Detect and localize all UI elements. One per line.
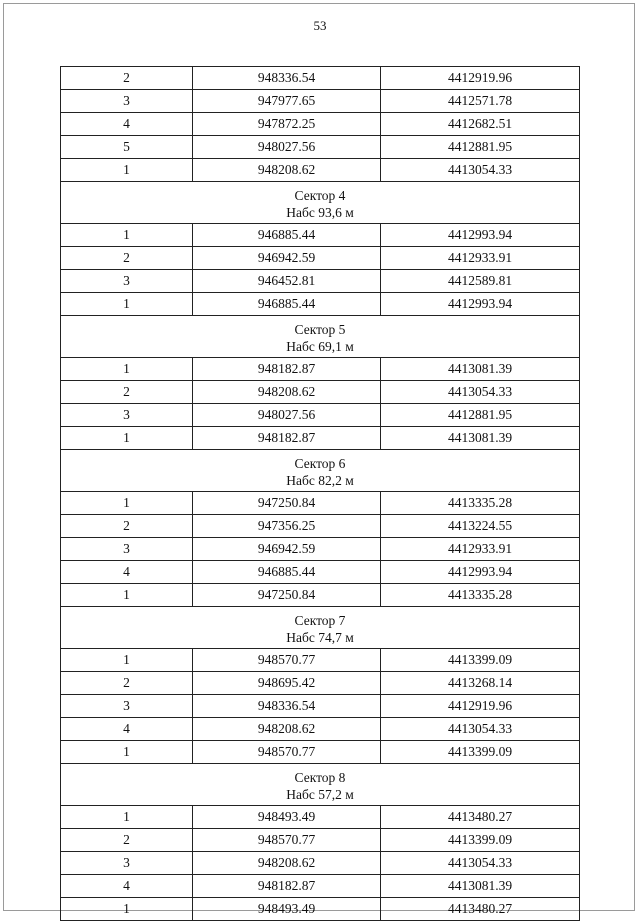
x-coordinate-cell: 947250.84 bbox=[193, 492, 381, 515]
point-number-cell: 4 bbox=[61, 113, 193, 136]
table-row bbox=[61, 381, 580, 404]
table-row bbox=[61, 293, 580, 316]
point-number-cell: 3 bbox=[61, 404, 193, 427]
point-number-cell: 1 bbox=[61, 427, 193, 450]
table-row bbox=[61, 136, 580, 159]
table-row bbox=[61, 829, 580, 852]
y-coordinate-cell: 4412589.81 bbox=[381, 270, 580, 293]
table-row bbox=[61, 852, 580, 875]
sector-header-cell bbox=[61, 764, 580, 806]
sector-header-cell bbox=[61, 450, 580, 492]
x-coordinate-cell: 948182.87 bbox=[193, 358, 381, 381]
point-number-cell: 1 bbox=[61, 492, 193, 515]
y-coordinate-cell: 4412993.94 bbox=[381, 561, 580, 584]
point-number-cell: 1 bbox=[61, 806, 193, 829]
sector-header-cell bbox=[61, 182, 580, 224]
point-number-cell: 3 bbox=[61, 538, 193, 561]
sector-height: Набс 82,2 м bbox=[286, 472, 354, 488]
point-number-cell: 5 bbox=[61, 136, 193, 159]
y-coordinate-cell: 4413480.27 bbox=[381, 898, 580, 921]
point-number-cell: 3 bbox=[61, 90, 193, 113]
table-row bbox=[61, 247, 580, 270]
x-coordinate-cell: 946942.59 bbox=[193, 538, 381, 561]
table-row bbox=[61, 90, 580, 113]
y-coordinate-cell: 4413399.09 bbox=[381, 829, 580, 852]
sector-header-row bbox=[61, 450, 580, 492]
y-coordinate-cell: 4412881.95 bbox=[381, 136, 580, 159]
coordinates-table bbox=[60, 66, 580, 921]
x-coordinate-cell: 948695.42 bbox=[193, 672, 381, 695]
point-number-cell: 1 bbox=[61, 224, 193, 247]
sector-header-row bbox=[61, 316, 580, 358]
page-number: 53 bbox=[313, 18, 327, 33]
x-coordinate-cell: 948570.77 bbox=[193, 741, 381, 764]
sector-title: Сектор 6 bbox=[294, 455, 346, 471]
point-number-cell: 2 bbox=[61, 515, 193, 538]
y-coordinate-cell: 4413081.39 bbox=[381, 427, 580, 450]
y-coordinate-cell: 4412881.95 bbox=[381, 404, 580, 427]
y-coordinate-cell: 4412993.94 bbox=[381, 224, 580, 247]
table-row bbox=[61, 649, 580, 672]
x-coordinate-cell: 948208.62 bbox=[193, 159, 381, 182]
coordinates-table-body bbox=[61, 67, 580, 921]
x-coordinate-cell: 947250.84 bbox=[193, 584, 381, 607]
y-coordinate-cell: 4412919.96 bbox=[381, 695, 580, 718]
x-coordinate-cell: 948027.56 bbox=[193, 404, 381, 427]
table-row bbox=[61, 270, 580, 293]
x-coordinate-cell: 948570.77 bbox=[193, 829, 381, 852]
point-number-cell: 3 bbox=[61, 695, 193, 718]
x-coordinate-cell: 948336.54 bbox=[193, 67, 381, 90]
point-number-cell: 4 bbox=[61, 718, 193, 741]
y-coordinate-cell: 4412571.78 bbox=[381, 90, 580, 113]
table-row bbox=[61, 741, 580, 764]
table-row bbox=[61, 113, 580, 136]
table-row bbox=[61, 718, 580, 741]
point-number-cell: 1 bbox=[61, 741, 193, 764]
table-row bbox=[61, 898, 580, 921]
table-row bbox=[61, 224, 580, 247]
y-coordinate-cell: 4413054.33 bbox=[381, 852, 580, 875]
y-coordinate-cell: 4413054.33 bbox=[381, 718, 580, 741]
y-coordinate-cell: 4413399.09 bbox=[381, 741, 580, 764]
y-coordinate-cell: 4412682.51 bbox=[381, 113, 580, 136]
x-coordinate-cell: 946885.44 bbox=[193, 224, 381, 247]
x-coordinate-cell: 947356.25 bbox=[193, 515, 381, 538]
y-coordinate-cell: 4412919.96 bbox=[381, 67, 580, 90]
x-coordinate-cell: 946942.59 bbox=[193, 247, 381, 270]
point-number-cell: 2 bbox=[61, 672, 193, 695]
point-number-cell: 2 bbox=[61, 247, 193, 270]
point-number-cell: 1 bbox=[61, 293, 193, 316]
table-row bbox=[61, 561, 580, 584]
table-row bbox=[61, 538, 580, 561]
table-row bbox=[61, 806, 580, 829]
y-coordinate-cell: 4413224.55 bbox=[381, 515, 580, 538]
sector-height: Набс 69,1 м bbox=[286, 338, 354, 354]
x-coordinate-cell: 948336.54 bbox=[193, 695, 381, 718]
point-number-cell: 2 bbox=[61, 67, 193, 90]
table-row bbox=[61, 515, 580, 538]
table-row bbox=[61, 404, 580, 427]
sector-height: Набс 74,7 м bbox=[286, 629, 354, 645]
y-coordinate-cell: 4413054.33 bbox=[381, 159, 580, 182]
point-number-cell: 4 bbox=[61, 875, 193, 898]
y-coordinate-cell: 4413480.27 bbox=[381, 806, 580, 829]
x-coordinate-cell: 948208.62 bbox=[193, 381, 381, 404]
y-coordinate-cell: 4412933.91 bbox=[381, 247, 580, 270]
x-coordinate-cell: 946452.81 bbox=[193, 270, 381, 293]
x-coordinate-cell: 948208.62 bbox=[193, 852, 381, 875]
y-coordinate-cell: 4413335.28 bbox=[381, 584, 580, 607]
y-coordinate-cell: 4413054.33 bbox=[381, 381, 580, 404]
point-number-cell: 1 bbox=[61, 649, 193, 672]
y-coordinate-cell: 4412993.94 bbox=[381, 293, 580, 316]
sector-header-row bbox=[61, 182, 580, 224]
y-coordinate-cell: 4413335.28 bbox=[381, 492, 580, 515]
table-row bbox=[61, 695, 580, 718]
sector-height: Набс 57,2 м bbox=[286, 786, 354, 802]
x-coordinate-cell: 948182.87 bbox=[193, 427, 381, 450]
sector-title: Сектор 8 bbox=[294, 769, 346, 785]
sector-title: Сектор 7 bbox=[294, 612, 346, 628]
sector-header-row bbox=[61, 607, 580, 649]
point-number-cell: 2 bbox=[61, 829, 193, 852]
point-number-cell: 1 bbox=[61, 159, 193, 182]
point-number-cell: 2 bbox=[61, 381, 193, 404]
table-row bbox=[61, 159, 580, 182]
sector-header-cell bbox=[61, 607, 580, 649]
sector-title: Сектор 5 bbox=[294, 321, 346, 337]
x-coordinate-cell: 947977.65 bbox=[193, 90, 381, 113]
x-coordinate-cell: 948493.49 bbox=[193, 806, 381, 829]
point-number-cell: 3 bbox=[61, 852, 193, 875]
x-coordinate-cell: 948208.62 bbox=[193, 718, 381, 741]
table-row bbox=[61, 492, 580, 515]
table-row bbox=[61, 427, 580, 450]
y-coordinate-cell: 4413081.39 bbox=[381, 358, 580, 381]
point-number-cell: 1 bbox=[61, 584, 193, 607]
sector-header-cell bbox=[61, 316, 580, 358]
y-coordinate-cell: 4413268.14 bbox=[381, 672, 580, 695]
table-row bbox=[61, 672, 580, 695]
table-row bbox=[61, 875, 580, 898]
point-number-cell: 3 bbox=[61, 270, 193, 293]
point-number-cell: 1 bbox=[61, 358, 193, 381]
table-row bbox=[61, 67, 580, 90]
point-number-cell: 4 bbox=[61, 561, 193, 584]
y-coordinate-cell: 4413081.39 bbox=[381, 875, 580, 898]
sector-title: Сектор 4 bbox=[294, 187, 346, 203]
x-coordinate-cell: 946885.44 bbox=[193, 293, 381, 316]
sector-header-row bbox=[61, 764, 580, 806]
x-coordinate-cell: 948182.87 bbox=[193, 875, 381, 898]
y-coordinate-cell: 4413399.09 bbox=[381, 649, 580, 672]
x-coordinate-cell: 946885.44 bbox=[193, 561, 381, 584]
table-row bbox=[61, 584, 580, 607]
point-number-cell: 1 bbox=[61, 898, 193, 921]
table-row bbox=[61, 358, 580, 381]
sector-height: Набс 93,6 м bbox=[286, 204, 354, 220]
x-coordinate-cell: 948493.49 bbox=[193, 898, 381, 921]
x-coordinate-cell: 948570.77 bbox=[193, 649, 381, 672]
x-coordinate-cell: 947872.25 bbox=[193, 113, 381, 136]
y-coordinate-cell: 4412933.91 bbox=[381, 538, 580, 561]
x-coordinate-cell: 948027.56 bbox=[193, 136, 381, 159]
